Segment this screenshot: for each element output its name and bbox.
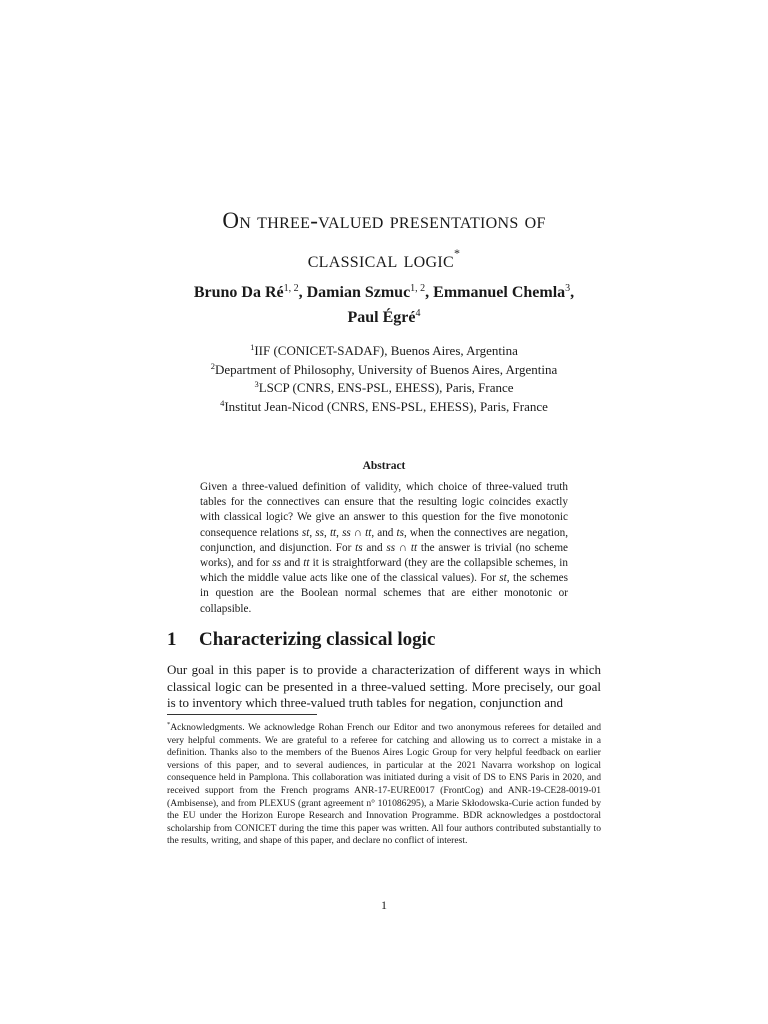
title-footnote-mark[interactable]: *	[453, 246, 461, 260]
abstract-text	[200, 480, 568, 617]
abstract-segment: , and	[371, 526, 397, 539]
affiliation-sup: 1	[250, 342, 255, 352]
abstract-segment: it is straightforward (they are the collapsible schemes, in which the middle value acts like one of the classical values). For	[200, 557, 568, 585]
author-name: Emmanuel Chemla	[433, 284, 566, 301]
title-line-1: On three-valued presentations of	[222, 208, 546, 233]
abstract-segment: ,	[336, 526, 343, 539]
abstract-heading: Abstract	[362, 460, 406, 472]
affiliation-item	[100, 359, 668, 378]
math-term: ss	[315, 526, 325, 539]
footnote-mark: *	[167, 721, 171, 728]
affiliation-item	[100, 340, 668, 359]
abstract-segment: and	[281, 557, 304, 570]
math-term: ss ∩ tt	[386, 541, 418, 554]
math-term: st	[499, 572, 507, 585]
author-list	[120, 278, 648, 328]
abstract-segment: ,	[309, 526, 316, 539]
affiliation-sup: 2	[210, 360, 215, 371]
footnote-divider	[167, 714, 317, 715]
author-line-2	[120, 303, 648, 328]
affiliation-item	[100, 396, 668, 415]
paper-title	[120, 204, 648, 276]
section-title: Characterizing classical logic	[199, 629, 436, 650]
author-affil-ref: 1, 2	[283, 283, 299, 294]
title-line-2-text: classical logic	[307, 247, 454, 272]
affiliation-sup: 3	[254, 379, 259, 389]
abstract-segment: and	[362, 541, 387, 554]
abstract-segment: the answer is trivial (no scheme works), and for	[200, 541, 568, 570]
footnote-text: Acknowledgments. We acknowledge Rohan French our Editor and two anonymous referees for detailed and very helpful comments. We are grateful to a referee for catching and allowing us to correct a mistake in a definition. Thanks also to the members of the Buenos Aires Logic Group for very helpful feedback on earlier versions of this paper, and to several audiences, in particular at the 2021 Navarra workshop on logical consequence held in Pamplona. This collaboration was initiated during a visit of DS to ENS Paris in 2020, and received support from the French programs ANR-17-EURE0017 (FrontCog) and ANR-19-CE28-0019-01 (Ambisense), and from PLEXUS (grant agreement n° 101086295), a Marie Skłodowska-Curie action funded by the EU under the Horizon Europe Research and Innovation Programme. BDR acknowledges a postdoctoral scholarship from CONICET during the time this paper was written. All four authors contributed substantially to the results, writing, and shape of this paper, and declare no conflict of interest.	[167, 722, 601, 847]
abstract-segment: , the schemes in question are the Boolean normal schemes that are either monotonic or collapsible.	[200, 572, 568, 615]
math-term: ts	[396, 526, 404, 539]
abstract-segment: ,	[324, 526, 330, 539]
math-term: ts	[355, 541, 363, 554]
affiliation-text: IIF (CONICET-SADAF), Buenos Aires, Argentina	[254, 343, 518, 358]
affiliation-sup: 4	[220, 397, 225, 408]
author-line-1: Bruno Da Ré$^{1, 2}$, Damian Szmuc$^{1, 2}$, Emmanuel Chemla$^3$,	[193, 283, 575, 301]
affiliation-text: LSCP (CNRS, ENS-PSL, EHESS), Paris, France	[258, 380, 514, 395]
math-term: ss	[272, 557, 281, 570]
abstract-segment: , when the connectives are negation, conjunction, and disjunction. For	[200, 526, 569, 554]
author-name: Bruno Da Ré	[193, 284, 284, 301]
section-number: 1	[167, 629, 177, 650]
math-term: st	[301, 526, 310, 539]
affiliation-text: Department of Philosophy, University of Buenos Aires, Argentina	[214, 361, 558, 377]
section-body: Our goal in this paper is to provide a characterization of different ways in which classical logic can be presented in a three-valued setting. More precisely, our goal is to inventory which three-valued truth tables for negation, conjunction and	[167, 662, 601, 710]
math-term: tt	[303, 557, 310, 570]
math-term: ss ∩ tt	[342, 526, 372, 539]
page-number: 1	[381, 898, 387, 912]
author-name: Paul Égré	[347, 309, 416, 326]
affiliation-item	[100, 377, 668, 396]
author-affil-ref: 3	[565, 283, 571, 294]
abstract-segment: Given a three-valued definition of validity, which choice of three-valued truth tables for the connectives can ensure that the resulting logic coincides exactly with classical logic? We give an answer to this question for the five monotonic consequence relations	[200, 481, 568, 539]
math-term: tt	[329, 526, 337, 539]
affiliation-list	[100, 340, 668, 414]
title-line-2	[120, 237, 648, 276]
footnote	[167, 719, 601, 848]
section-heading	[167, 629, 435, 651]
author-affil-ref: 4	[415, 308, 421, 319]
affiliation-text: Institut Jean-Nicod (CNRS, ENS-PSL, EHESS), Paris, France	[224, 398, 548, 414]
author-affil-ref: 1, 2	[410, 283, 426, 294]
author-name: Damian Szmuc	[306, 284, 411, 301]
